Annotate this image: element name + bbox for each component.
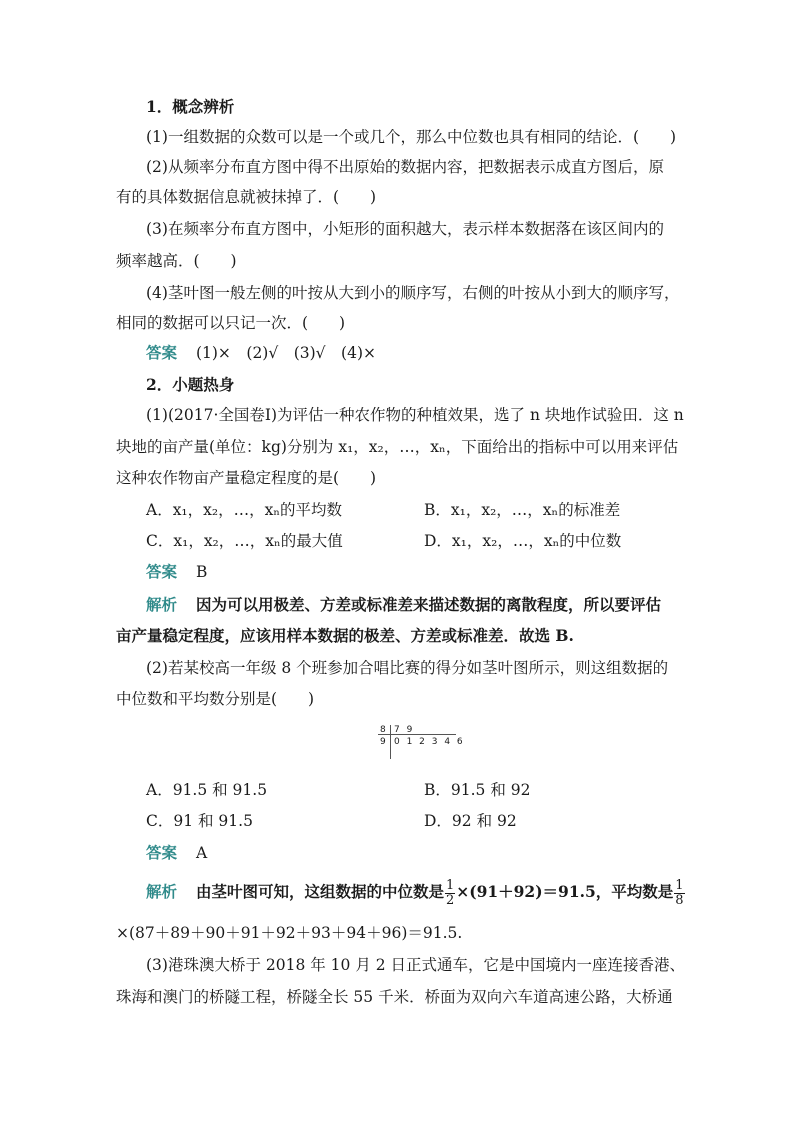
stem-divider	[390, 725, 391, 759]
concept-q2-line1: (2)从频率分布直方图中得不出原始的数据内容，把数据表示成直方图后，原	[146, 158, 664, 176]
p2-option-a: A．91.5 和 91.5	[146, 781, 268, 799]
p2-line2: 中位数和平均数分别是( )	[116, 690, 315, 708]
p1-answer	[146, 561, 207, 583]
p1-option-d: D．x₁，x₂，…，xₙ的中位数	[424, 532, 622, 550]
p2-analysis-line1	[146, 874, 686, 910]
p1-line2: 块地的亩产量(单位：kg)分别为 x₁，x₂，…，xₙ，下面给出的指标中可以用来评估	[116, 438, 679, 456]
stem-row1-leaves: 7 9	[394, 725, 415, 735]
analysis-text-b: ×(91＋92)＝91.5，平均数是	[456, 882, 674, 901]
analysis-label: 解析	[146, 882, 178, 901]
answer-label: 答案	[146, 843, 178, 862]
fraction-numerator: 1	[675, 877, 684, 893]
concept-q3-line1: (3)在频率分布直方图中，小矩形的面积越大，表示样本数据落在该区间内的	[146, 220, 664, 238]
p1-analysis-line1	[146, 594, 661, 616]
p2-line1: (2)若某校高一年级 8 个班参加合唱比赛的得分如茎叶图所示，则这组数据的	[146, 659, 669, 677]
p3-line2: 珠海和澳门的桥隧工程，桥隧全长 55 千米．桥面为双向六车道高速公路，大桥通	[116, 988, 673, 1006]
answer-text: A	[195, 844, 208, 862]
analysis-text: 因为可以用极差、方差或标准差来描述数据的离散程度，所以要评估	[195, 595, 661, 614]
p2-analysis-line2: ×(87＋89＋90＋91＋92＋93＋94＋96)＝91.5.	[116, 924, 463, 942]
analysis-label: 解析	[146, 595, 178, 614]
p2-option-d: D．92 和 92	[424, 812, 517, 830]
stem-row2-stem: 9	[380, 737, 388, 747]
p1-line1: (1)(2017·全国卷Ⅰ)为评估一种农作物的种植效果，选了 n 块地作试验田．这 n	[146, 406, 684, 424]
p2-option-b: B．91.5 和 92	[424, 781, 531, 799]
stem-row2-leaves: 0 1 2 3 4 6	[394, 737, 465, 747]
p1-option-c: C．x₁，x₂，…，xₙ的最大值	[146, 532, 343, 550]
p2-option-c: C．91 和 91.5	[146, 812, 253, 830]
concept-q4-line2: 相同的数据可以只记一次．( )	[116, 314, 346, 332]
fraction-denominator: 8	[675, 892, 684, 908]
p1-option-a: A．x₁，x₂，…，xₙ的平均数	[146, 501, 343, 519]
answer-text: B	[195, 563, 208, 581]
concept-answer	[146, 342, 376, 364]
fraction-half	[445, 879, 455, 908]
fraction-denominator: 2	[445, 892, 455, 908]
fraction-eighth	[674, 879, 684, 908]
concept-q2-line2: 有的具体数据信息就被抹掉了．( )	[116, 188, 377, 206]
p2-answer	[146, 842, 207, 864]
analysis-text-a: 由茎叶图可知，这组数据的中位数是	[195, 882, 444, 901]
answer-label: 答案	[146, 343, 178, 362]
stem-leaf-plot	[366, 725, 465, 759]
p1-line3: 这种农作物亩产量稳定程度的是( )	[116, 469, 377, 487]
stem-top-rule	[378, 734, 456, 735]
stem-row1-stem: 8	[380, 725, 388, 735]
answer-text: (1)× (2)√ (3)√ (4)×	[195, 344, 377, 362]
fraction-numerator: 1	[445, 877, 455, 893]
answer-label: 答案	[146, 562, 178, 581]
concept-q4-line1: (4)茎叶图一般左侧的叶按从大到小的顺序写，右侧的叶按从小到大的顺序写，	[146, 284, 680, 302]
p1-option-b: B．x₁，x₂，…，xₙ的标准差	[424, 501, 621, 519]
p1-analysis-line2: 亩产量稳定程度，应该用样本数据的极差、方差或标准差．故选 B.	[116, 626, 574, 645]
concept-q1: (1)一组数据的众数可以是一个或几个，那么中位数也具有相同的结论．( )	[146, 128, 677, 146]
section1-heading: 1．概念辨析	[146, 97, 235, 116]
section2-heading: 2．小题热身	[146, 375, 235, 394]
concept-q3-line2: 频率越高．( )	[116, 252, 237, 270]
p3-line1: (3)港珠澳大桥于 2018 年 10 月 2 日正式通车，它是中国境内一座连接香港、	[146, 956, 686, 974]
